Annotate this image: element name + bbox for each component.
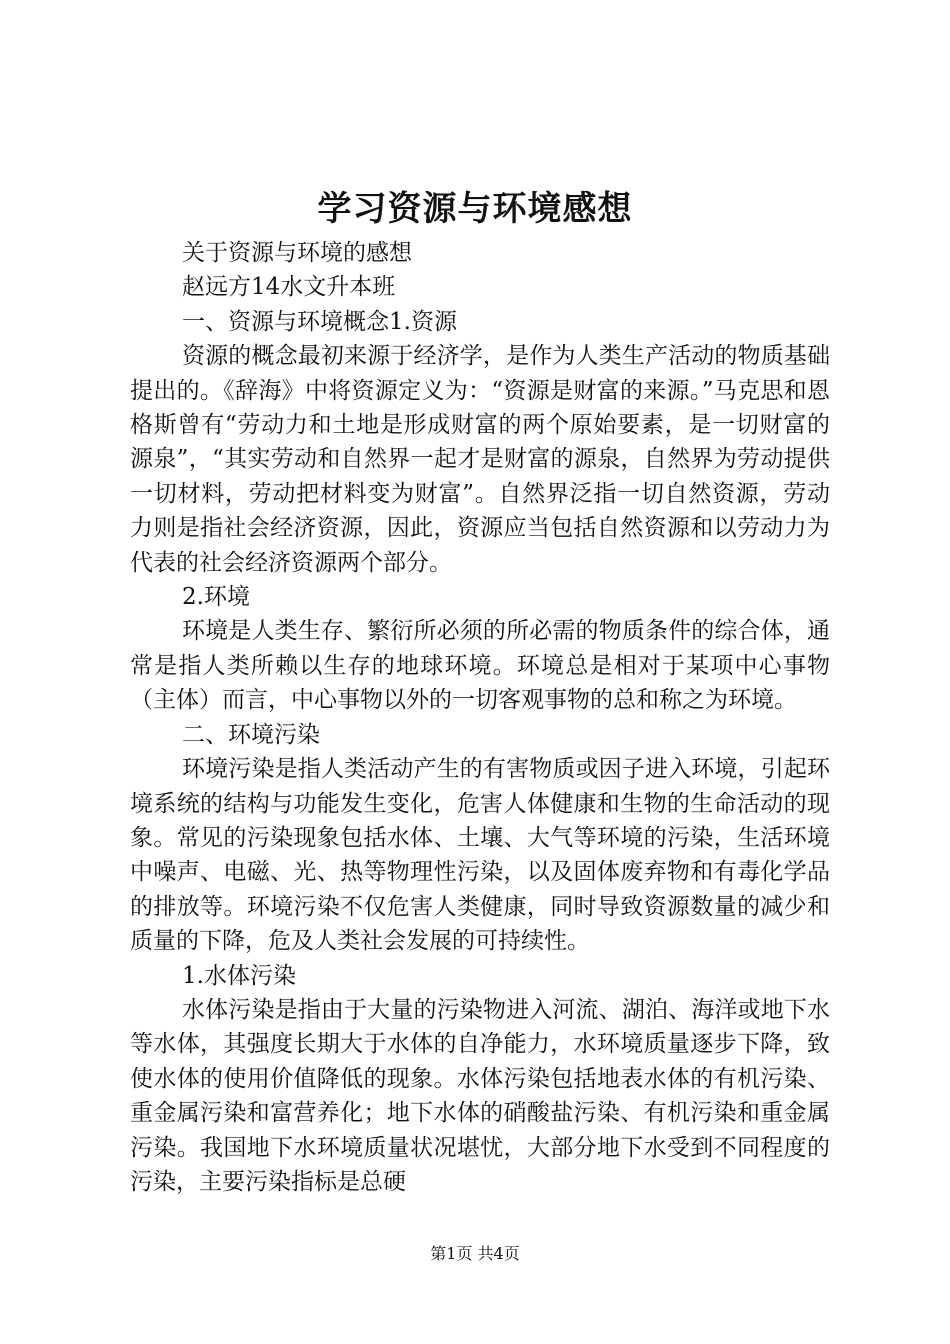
section-heading-2: 二、环境污染	[182, 721, 320, 748]
section-heading-1: 一、资源与环境概念1.资源	[182, 308, 457, 335]
document-body	[130, 236, 830, 1199]
page-footer: 第1页 共4页	[430, 1244, 520, 1263]
paragraph-author: 赵远方14水文升本班	[182, 274, 396, 301]
paragraph-environment: 环境是人类生存、繁衍所必须的所必需的物质条件的综合体，通常是指人类所赖以生存的地球环境。环境总是相对于某项中心事物（主体）而言，中心事物以外的一切客观事物的总和称之为环境。	[130, 618, 830, 714]
subsection-heading-water: 1.水体污染	[182, 962, 296, 989]
paragraph-water-pollution: 水体污染是指由于大量的污染物进入河流、湖泊、海洋或地下水等水体，其强度长期大于水体的自净能力，水环境质量逐步下降，致使水体的使用价值降低的现象。水体污染包括地表水体的有机污染、重金属污染和富营养化；地下水体的硝酸盐污染、有机污染和重金属污染。我国地下水环境质量状况堪忧，大部分地下水受到不同程度的污染，主要污染指标是总硬	[130, 996, 830, 1195]
paragraph-resources: 资源的概念最初来源于经济学，是作为人类生产活动的物质基础提出的。《辞海》中将资源定义为：“资源是财富的来源。”马克思和恩格斯曾有“劳动力和土地是形成财富的两个原始要素，是一切财富的源泉”，“其实劳动和自然界一起才是财富的源泉，自然界为劳动提供一切材料，劳动把材料变为财富”。自然界泛指一切自然资源，劳动力则是指社会经济资源，因此，资源应当包括自然资源和以劳动力为代表的社会经济资源两个部分。	[130, 343, 830, 576]
subsection-heading-environment: 2.环境	[182, 584, 250, 611]
paragraph-pollution: 环境污染是指人类活动产生的有害物质或因子进入环境，引起环境系统的结构与功能发生变化，危害人体健康和生物的生命活动的现象。常见的污染现象包括水体、土壤、大气等环境的污染，生活环境中噪声、电磁、光、热等物理性污染，以及固体废弃物和有毒化学品的排放等。环境污染不仅危害人类健康，同时导致资源数量的减少和质量的下降，危及人类社会发展的可持续性。	[130, 756, 830, 955]
paragraph-subtitle: 关于资源与环境的感想	[182, 240, 412, 266]
document-title: 学习资源与环境感想	[317, 189, 633, 229]
